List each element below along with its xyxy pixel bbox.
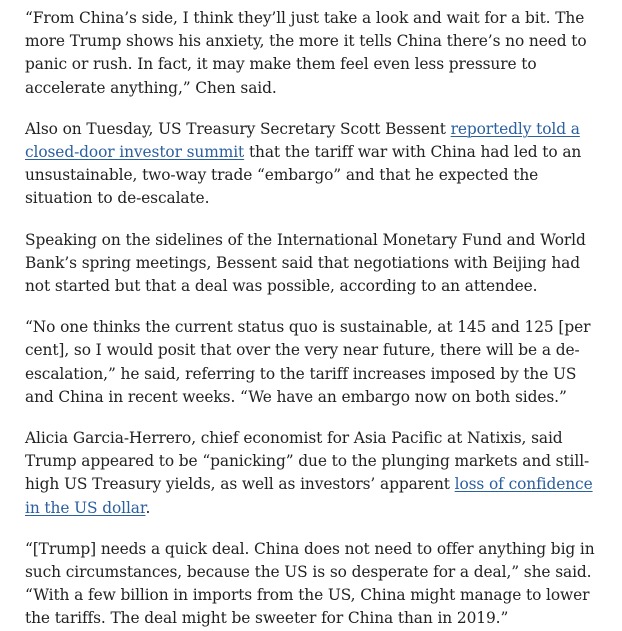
paragraph-bessent-summit bbox=[25, 118, 608, 211]
paragraph-chen-quote bbox=[25, 7, 608, 100]
paragraph-text-before-link: Also on Tuesday, US Treasury Secretary Scott Bessent bbox=[25, 119, 451, 138]
us-dollar-confidence-link[interactable]: loss of confidence in the US dollar bbox=[25, 475, 593, 517]
paragraph-imf-sidelines bbox=[25, 229, 608, 299]
paragraph-bessent-quote bbox=[25, 316, 608, 409]
paragraph-text: Speaking on the sidelines of the International Monetary Fund and World Bank’s spring meetings, Bessent said that negotiations with Beijing had not started but that a deal was possible, according to an attendee. bbox=[25, 230, 586, 296]
paragraph-quick-deal-quote bbox=[25, 538, 608, 631]
paragraph-text: “From China’s side, I think they’ll just take a look and wait for a bit. The more Trump shows his anxiety, the more it tells China there’s no need to panic or rush. In fact, it may make them feel even less pressure to accelerate anything,” Chen said. bbox=[25, 9, 587, 97]
paragraph-text-after-link: . bbox=[145, 498, 151, 517]
paragraph-garcia-herrero bbox=[25, 427, 608, 520]
paragraph-text: “No one thinks the current status quo is sustainable, at 145 and 125 [per cent], so I would posit that over the very near future, there will be a de-escalation,” he said, referring to the tariff increases imposed by the US and China in recent weeks. “We have an embargo now on both sides.” bbox=[25, 318, 591, 406]
paragraph-text-after-link: that the tariff war with China had led to an unsustainable, two-way trade “embargo” and that he expected the situation to de-escalate. bbox=[25, 143, 582, 208]
paragraph-text-before-link: Alicia Garcia-Herrero, chief economist for Asia Pacific at Natixis, said Trump appeared to be “panicking” due to the plunging markets and still-high US Treasury yields, as well as investors’ apparent bbox=[25, 429, 590, 494]
investor-summit-link[interactable]: reportedly told a closed-door investor summit bbox=[25, 119, 580, 162]
paragraph-text: “[Trump] needs a quick deal. China does not need to offer anything big in such circumstances, because the US is so desperate for a deal,” she said. “With a few billion in imports from the US, China might manage to lower the tariffs. The deal might be sweeter for China than in 2019.” bbox=[25, 539, 595, 628]
